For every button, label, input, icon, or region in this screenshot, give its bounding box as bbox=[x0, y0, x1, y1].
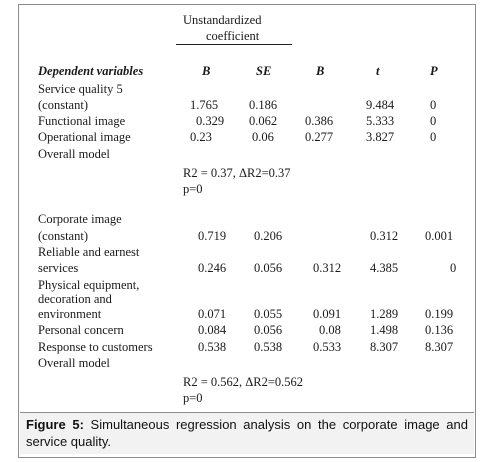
model2-overall-label: Overall model bbox=[38, 356, 110, 370]
model2-cell-beta: 0.091 bbox=[313, 307, 342, 321]
model1-cell-se: 0.186 bbox=[249, 98, 278, 112]
model1-row-label: Operational image bbox=[38, 130, 131, 144]
model2-cell-t: 8.307 bbox=[370, 340, 399, 354]
model2-cell-beta: 0.533 bbox=[313, 340, 342, 354]
col-header-b: B bbox=[202, 64, 211, 78]
model1-row-label: (constant) bbox=[38, 98, 88, 112]
model2-fit-r2: R2 = 0.562, ΔR2=0.562 bbox=[183, 375, 304, 389]
model2-row-label: (constant) bbox=[38, 229, 88, 243]
model1-cell-t: 9.484 bbox=[366, 98, 395, 112]
model2-fit-p: p=0 bbox=[183, 391, 203, 405]
model1-cell-t: 3.827 bbox=[366, 130, 395, 144]
model2-cell-t: 4.385 bbox=[370, 261, 399, 275]
col-header-t: t bbox=[376, 64, 380, 78]
col-header-beta: B bbox=[316, 64, 325, 78]
model2-cell-b: 0.071 bbox=[198, 307, 227, 321]
model2-row-label-line2: decoration and bbox=[38, 292, 112, 306]
model1-cell-t: 5.333 bbox=[366, 114, 395, 128]
model2-row-label: services bbox=[38, 261, 79, 275]
model1-cell-p: 0 bbox=[430, 98, 437, 112]
model1-overall-label: Overall model bbox=[38, 147, 110, 161]
model2-row-label: Personal concern bbox=[38, 323, 124, 337]
model2-cell-se: 0.055 bbox=[254, 307, 283, 321]
model2-cell-b: 0.538 bbox=[198, 340, 227, 354]
model2-cell-se: 0.206 bbox=[254, 229, 283, 243]
figure-caption bbox=[20, 412, 474, 454]
model1-title: Service quality 5 bbox=[38, 82, 123, 96]
model1-cell-p: 0 bbox=[430, 130, 437, 144]
col-header-se: SE bbox=[256, 64, 272, 78]
model2-cell-se: 0.538 bbox=[254, 340, 283, 354]
model2-cell-p: 0.199 bbox=[425, 307, 454, 321]
model1-cell-b: 0.329 bbox=[196, 114, 225, 128]
model1-cell-se: 0.06 bbox=[252, 130, 274, 144]
model1-cell-b: 1.765 bbox=[190, 98, 219, 112]
model1-cell-se: 0.062 bbox=[249, 114, 278, 128]
model2-cell-t: 1.498 bbox=[370, 323, 399, 337]
model2-cell-b: 0.719 bbox=[198, 229, 227, 243]
model2-cell-p: 0.001 bbox=[425, 229, 454, 243]
model2-row-label: Response to customers bbox=[38, 340, 153, 354]
model2-title: Corporate image bbox=[38, 212, 122, 226]
model2-cell-se: 0.056 bbox=[254, 323, 283, 337]
model1-row-label: Functional image bbox=[38, 114, 126, 128]
model1-cell-beta: 0.277 bbox=[305, 130, 334, 144]
model1-cell-b: 0.23 bbox=[190, 130, 212, 144]
col-header-p: P bbox=[430, 64, 438, 78]
group-header-rule bbox=[176, 44, 292, 45]
model2-row-label-line1: Physical equipment, bbox=[38, 278, 140, 292]
model2-row-label-line1: Reliable and earnest bbox=[38, 245, 140, 259]
group-header-line2: coefficient bbox=[206, 29, 260, 43]
model2-cell-t: 1.289 bbox=[370, 307, 399, 321]
model2-cell-t: 0.312 bbox=[370, 229, 399, 243]
model1-cell-p: 0 bbox=[430, 114, 437, 128]
group-header-line1: Unstandardized bbox=[183, 13, 262, 27]
model1-fit-p: p=0 bbox=[183, 182, 203, 196]
model2-row-label: environment bbox=[38, 307, 102, 321]
col-header-dependent: Dependent variables bbox=[38, 64, 144, 78]
caption-text: Simultaneous regression analysis on the corporate image and service quality. bbox=[26, 417, 468, 449]
model1-cell-beta: 0.386 bbox=[305, 114, 334, 128]
model2-cell-p: 8.307 bbox=[425, 340, 454, 354]
caption-label: Figure 5: bbox=[26, 417, 84, 432]
model2-cell-p: 0 bbox=[450, 261, 457, 275]
model2-cell-p: 0.136 bbox=[425, 323, 454, 337]
model2-cell-se: 0.056 bbox=[254, 261, 283, 275]
model2-cell-beta: 0.08 bbox=[319, 323, 341, 337]
model1-fit-r2: R2 = 0.37, ΔR2=0.37 bbox=[183, 166, 291, 180]
model2-cell-beta: 0.312 bbox=[313, 261, 342, 275]
model2-cell-b: 0.246 bbox=[198, 261, 227, 275]
model2-cell-b: 0.084 bbox=[198, 323, 227, 337]
